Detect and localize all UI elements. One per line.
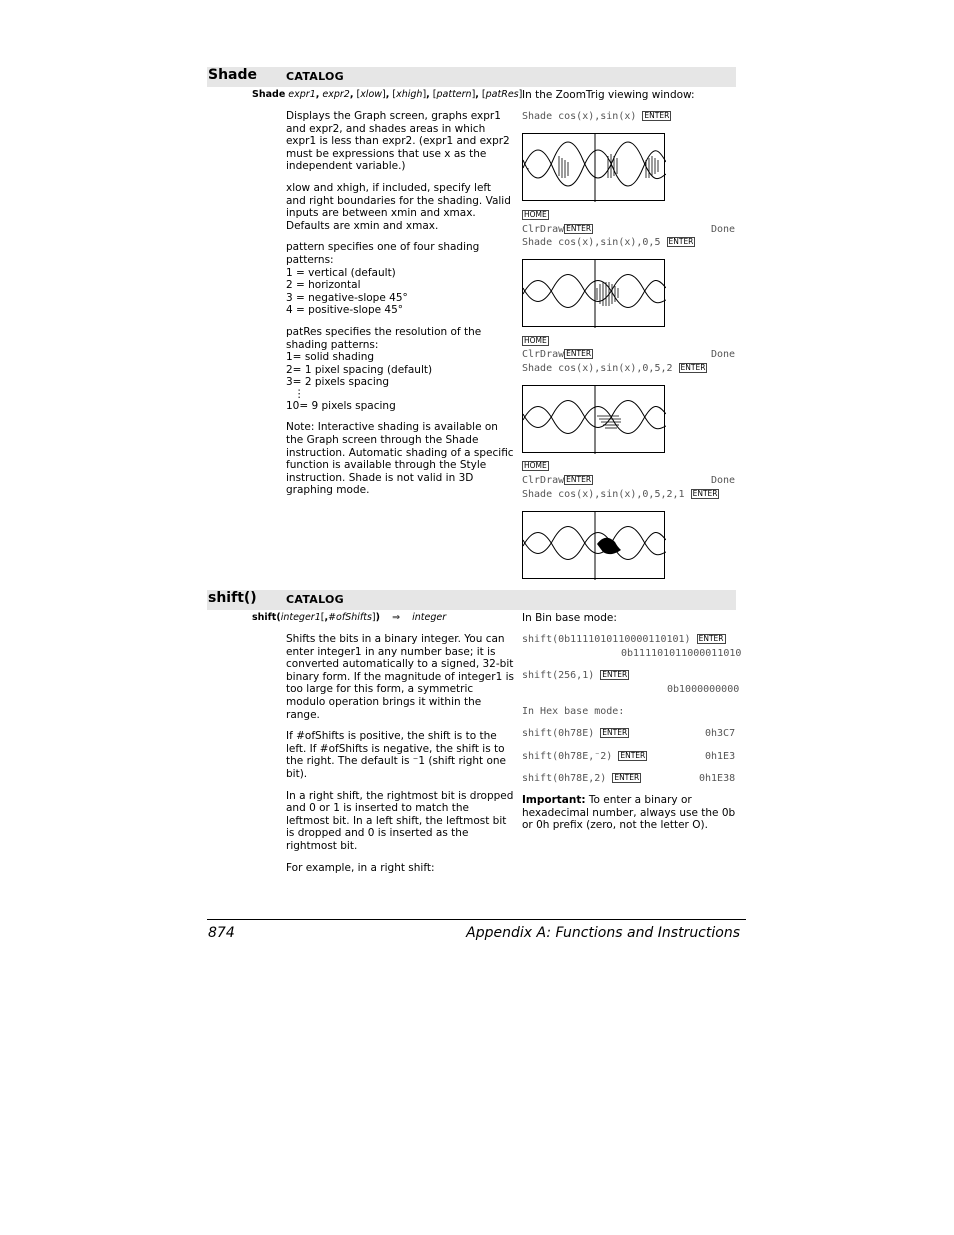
- footer-page-number: 874: [208, 925, 235, 941]
- pattern-3: 3 = negative-slope 45°: [286, 291, 408, 304]
- shift-important: [522, 794, 736, 832]
- shade-p4-intro: patRes specifies the resolution of the shading patterns:: [286, 325, 482, 351]
- shade-graph-1: [522, 133, 665, 201]
- important-text: To enter a binary or hexadecimal number, always use the 0b or 0h prefix (zero, not the letter O).: [522, 794, 736, 832]
- shade-example-cmd3-line: [522, 363, 707, 374]
- shade-cmd2: Shade cos(x),sin(x),0,5: [522, 237, 661, 248]
- shift-p3: In a right shift, the rightmost bit is dropped and 0 or 1 is inserted to match the leftmost bit. In a left shift, the leftmost bit is dropped and 0 is inserted as the rightmost bit.: [286, 789, 514, 852]
- footer-chapter-title: Appendix A: Functions and Instructions: [466, 925, 740, 941]
- shift-p2: If #ofShifts is positive, the shift is to the left. If #ofShifts is negative, the shift is to the right. The default is ⁻1 (shift right one bit).: [286, 730, 507, 780]
- shade-p3-intro: pattern specifies one of four shading patterns:: [286, 241, 480, 266]
- shade-graph-4: [522, 511, 665, 579]
- shift-hex-mode: In Hex base mode:: [522, 706, 625, 717]
- shift-title: shift(): [208, 590, 257, 606]
- shift-p4: For example, in a right shift:: [286, 861, 435, 874]
- shade-example-cmd4-line: [522, 489, 719, 500]
- done-1: Done: [711, 224, 736, 235]
- shade-example-intro: In the ZoomTrig viewing window:: [522, 89, 695, 101]
- resolution-3: 3= 2 pixels spacing: [286, 376, 390, 389]
- shift-ex2-result: 0b1000000000: [667, 684, 740, 695]
- enter-key: ENTER: [680, 363, 706, 372]
- shift-description: [286, 633, 514, 874]
- enter-key: ENTER: [668, 237, 694, 246]
- resolution-2: 2= 1 pixel spacing (default): [286, 363, 433, 376]
- important-label: Important:: [522, 794, 586, 806]
- shift-bin-mode: In Bin base mode:: [522, 612, 617, 624]
- home-line-1: [522, 210, 549, 221]
- enter-key: ENTER: [566, 475, 592, 484]
- shift-ex1-result: 0b111101011000011010: [621, 648, 742, 659]
- shift-ex1-line: [522, 634, 726, 645]
- clrdraw-cmd: ClrDraw: [522, 349, 565, 360]
- pattern-1: 1 = vertical (default): [286, 266, 396, 279]
- shade-catalog-label: CATALOG: [286, 70, 344, 83]
- shift-ex4-cmd: shift(0h78E,⁻2): [522, 751, 613, 762]
- resolution-1: 1= solid shading: [286, 351, 375, 364]
- shade-p1: Displays the Graph screen, graphs expr1 and expr2, and shades areas in which expr1 is less than expr2. (expr1 and expr2 must be expressions that use x as the independent variable.): [286, 110, 510, 173]
- clrdraw-line-3: [522, 475, 593, 486]
- resolution-ellipsis: ⋮: [294, 387, 305, 400]
- home-key: HOME: [524, 210, 547, 219]
- pattern-2: 2 = horizontal: [286, 279, 361, 292]
- home-line-2: [522, 336, 549, 347]
- shade-note: Note: Interactive shading is available on the Graph screen through the Shade instruction. Automatic shading of a specific function is available through the Style instruction. Shade is not valid in 3D graphing mode.: [286, 421, 514, 497]
- pattern-4: 4 = positive-slope 45°: [286, 304, 404, 317]
- shift-ex2-cmd: shift(256,1): [522, 670, 595, 681]
- shift-ex5-result: 0h1E38: [699, 773, 736, 784]
- clrdraw-cmd: ClrDraw: [522, 475, 565, 486]
- enter-key: ENTER: [566, 224, 592, 233]
- shift-ex3-result: 0h3C7: [705, 728, 736, 739]
- clrdraw-line-2: [522, 349, 593, 360]
- shift-ex4-line: [522, 751, 647, 762]
- footer-rule: [207, 919, 746, 920]
- shift-ex4-result: 0h1E3: [705, 751, 736, 762]
- done-2: Done: [711, 349, 736, 360]
- shade-cmd3: Shade cos(x),sin(x),0,5,2: [522, 363, 673, 374]
- shift-ex1-cmd: shift(0b1111010110000110101): [522, 634, 691, 645]
- shift-ex5-line: [522, 773, 641, 784]
- shade-graph-2: [522, 259, 665, 327]
- enter-key: ENTER: [692, 489, 718, 498]
- done-3: Done: [711, 475, 736, 486]
- shade-p2: xlow and xhigh, if included, specify left and right boundaries for the shading. Valid inputs are between xmin and xmax. Defaults are xmin and xmax.: [286, 181, 511, 232]
- shift-catalog-label: CATALOG: [286, 593, 344, 606]
- shift-ex3-line: [522, 728, 629, 739]
- shade-cmd4: Shade cos(x),sin(x),0,5,2,1: [522, 489, 685, 500]
- shade-example-cmd1-line: [522, 111, 671, 122]
- resolution-10: 10= 9 pixels spacing: [286, 399, 396, 412]
- shade-cmd1: Shade cos(x),sin(x): [522, 111, 637, 122]
- enter-key: ENTER: [620, 751, 646, 760]
- enter-key: ENTER: [602, 728, 628, 737]
- clrdraw-cmd: ClrDraw: [522, 224, 565, 235]
- home-key: HOME: [524, 461, 547, 470]
- shade-description: [286, 110, 514, 497]
- enter-key: ENTER: [614, 773, 640, 782]
- shift-p1: Shifts the bits in a binary integer. You can enter integer1 in any number base; it is converted automatically to a signed, 32-bit binary form. If the magnitude of integer1 is too large for this form, a symmetric modulo operation brings it within the range.: [286, 633, 514, 721]
- shift-ex3-cmd: shift(0h78E): [522, 728, 595, 739]
- shade-syntax: Shade expr1, expr2, [xlow], [xhigh], [pattern], [patRes]: [252, 89, 523, 100]
- shade-graph-3: [522, 385, 665, 453]
- shift-ex2-line: [522, 670, 629, 681]
- shade-title: Shade: [208, 67, 258, 83]
- shift-syntax: shift(integer1[,#ofShifts]) ⇒ integer: [252, 612, 447, 623]
- shade-example-cmd2-line: [522, 237, 695, 248]
- shift-ex5-cmd: shift(0h78E,2): [522, 773, 607, 784]
- enter-key: ENTER: [698, 634, 724, 643]
- enter-key: ENTER: [644, 111, 670, 120]
- home-line-3: [522, 461, 549, 472]
- enter-key: ENTER: [566, 349, 592, 358]
- clrdraw-line-1: [522, 224, 593, 235]
- enter-key: ENTER: [602, 670, 628, 679]
- home-key: HOME: [524, 336, 547, 345]
